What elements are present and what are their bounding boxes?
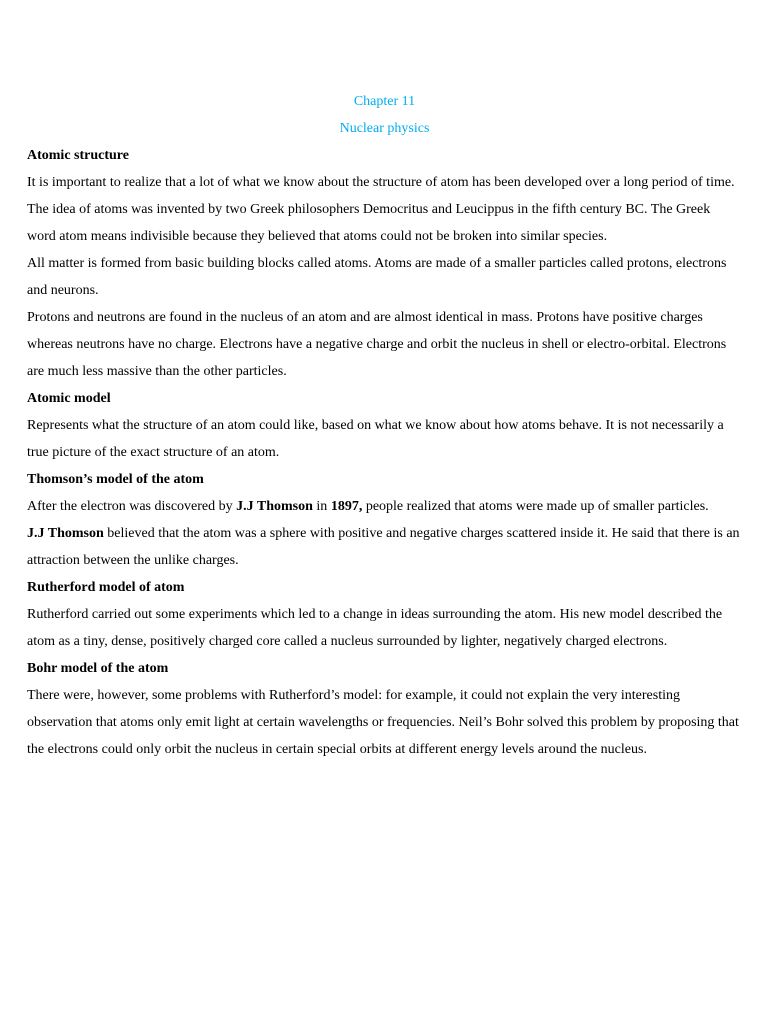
paragraph: It is important to realize that a lot of what we know about the structure of atom has been developed over a long period of time. (27, 175, 735, 190)
paragraph: Protons and neutrons are found in the nucleus of an atom and are almost identical in mass. Protons have positive charges whereas neutrons have no charge. Electrons have a negative charge and orbit the nucleus in shell or electro-orbital. Electrons are much less massive than the other particles. (27, 310, 727, 379)
text-run: in (312, 499, 331, 514)
heading-rutherford-model: Rutherford model of atom (27, 580, 185, 595)
paragraph: All matter is formed from basic building blocks called atoms. Atoms are made of a smaller particles called protons, electrons and neurons. (27, 256, 727, 298)
text-run: people realized that atoms were made up of smaller particles. (362, 499, 709, 514)
text-run: After the electron was discovered by (27, 499, 237, 514)
heading-atomic-model: Atomic model (27, 391, 111, 406)
bold-year: 1897, (330, 499, 363, 514)
chapter-title: Nuclear physics (339, 121, 430, 136)
paragraph-thomson-belief (27, 520, 742, 574)
paragraph: Rutherford carried out some experiments which led to a change in ideas surrounding the atom. His new model described the atom as a tiny, dense, positively charged core called a nucleus surrounded by lighter, negatively charged electrons. (27, 607, 723, 649)
paragraph: There were, however, some problems with Rutherford’s model: for example, it could not explain the very interesting observation that atoms only emit light at certain wavelengths or frequencies. Neil’s Bohr solved this problem by proposing that the electrons could only orbit the nucleus in certain special orbits at different energy levels around the nucleus. (27, 688, 739, 757)
paragraph: Represents what the structure of an atom could like, based on what we know about how atoms behave. It is not necessarily a true picture of the exact structure of an atom. (27, 418, 724, 460)
bold-name: J.J Thomson (236, 499, 313, 514)
paragraph-thomson-discovery (27, 493, 742, 520)
heading-thomson-model: Thomson’s model of the atom (27, 472, 204, 487)
heading-atomic-structure: Atomic structure (27, 148, 129, 163)
chapter-number: Chapter 11 (353, 94, 416, 109)
heading-bohr-model: Bohr model of the atom (27, 661, 169, 676)
paragraph: The idea of atoms was invented by two Greek philosophers Democritus and Leucippus in the fifth century BC. The Greek word atom means indivisible because they believed that atoms could not be broken into similar species. (27, 202, 711, 244)
text-run: believed that the atom was a sphere with positive and negative charges scattered inside it. He said that there is an attraction between the unlike charges. (27, 526, 740, 568)
bold-name: J.J Thomson (27, 526, 104, 541)
